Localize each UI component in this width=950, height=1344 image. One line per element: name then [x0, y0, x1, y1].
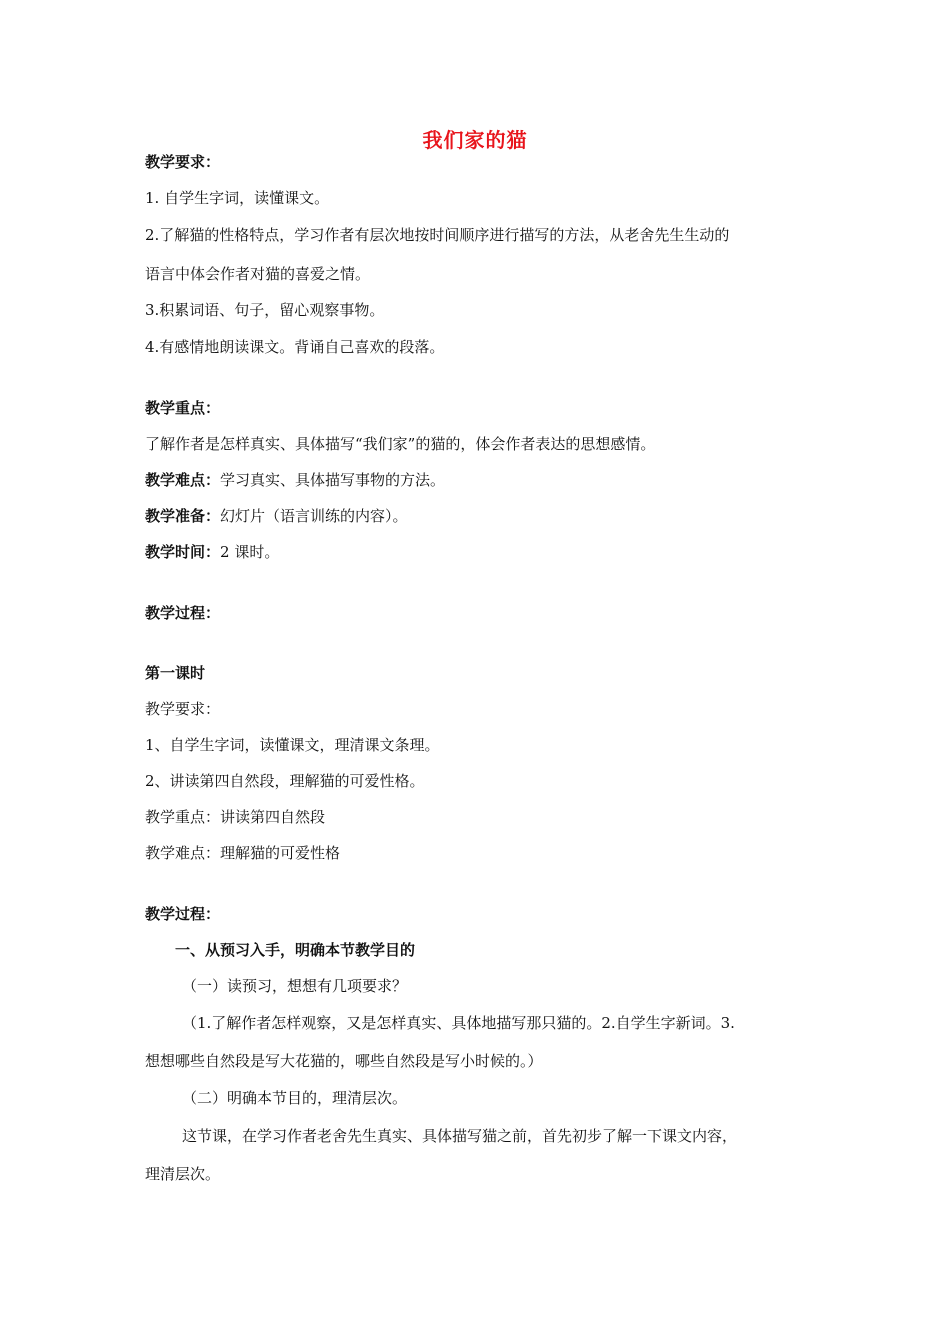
lesson-1-requirement-2: 2、讲读第四自然段，理解猫的可爱性格。: [145, 772, 425, 790]
key-points-heading: 教学重点：: [145, 399, 221, 417]
lesson-1-requirements-heading: 教学要求：: [145, 700, 221, 718]
difficulty-text: 学习真实、具体描写事物的方法。: [220, 471, 446, 489]
document-title: 我们家的猫: [422, 128, 528, 152]
difficulty-line: [145, 470, 445, 490]
step-1-sub-1: （一）读预习，想想有几项要求？: [182, 977, 408, 995]
requirement-1: 1. 自学生字词，读懂课文。: [145, 189, 330, 207]
requirement-4: 4.有感情地朗读课文。背诵自己喜欢的段落。: [145, 338, 445, 356]
preparation-label: 教学准备：: [145, 507, 221, 525]
lesson-1-key-points: 教学重点：讲读第四自然段: [145, 808, 326, 826]
time-text: 2 课时。: [220, 543, 280, 561]
requirement-2-line-2: 语言中体会作者对猫的喜爱之情。: [145, 265, 371, 283]
step-1-sub-2: （二）明确本节目的，理清层次。: [182, 1089, 408, 1107]
step-1-paragraph-line-1: 这节课，在学习作者老舍先生真实、具体描写猫之前，首先初步了解一下课文内容，: [182, 1127, 738, 1145]
requirements-heading: 教学要求：: [145, 153, 221, 171]
time-line: [145, 542, 279, 562]
lesson-1-process-heading: 教学过程：: [145, 905, 221, 923]
process-heading: 教学过程：: [145, 604, 221, 622]
step-1-paragraph-line-2: 理清层次。: [145, 1165, 221, 1183]
requirement-3: 3.积累词语、句子，留心观察事物。: [145, 301, 385, 319]
step-1-heading: 一、从预习入手，明确本节教学目的: [175, 941, 416, 959]
preparation-line: [145, 506, 408, 526]
lesson-1-difficulty: 教学难点：理解猫的可爱性格: [145, 844, 341, 862]
lesson-1-heading: 第一课时: [145, 664, 206, 682]
step-1-sub-1-detail-line-1: （1.了解作者怎样观察，又是怎样真实、具体地描写那只猫的。2.自学生字新词。3.: [182, 1014, 735, 1032]
requirement-2-line-1: 2.了解猫的性格特点，学习作者有层次地按时间顺序进行描写的方法，从老舍先生生动的: [145, 226, 730, 244]
step-1-sub-1-detail-line-2: 想想哪些自然段是写大花猫的，哪些自然段是写小时候的。）: [145, 1052, 543, 1070]
lesson-1-requirement-1: 1、自学生字词，读懂课文，理清课文条理。: [145, 736, 440, 754]
time-label: 教学时间：: [145, 543, 221, 561]
preparation-text: 幻灯片（语言训练的内容）。: [220, 507, 408, 525]
key-points-text: 了解作者是怎样真实、具体描写“我们家”的猫的，体会作者表达的思想感情。: [145, 435, 656, 453]
difficulty-label: 教学难点：: [145, 471, 221, 489]
